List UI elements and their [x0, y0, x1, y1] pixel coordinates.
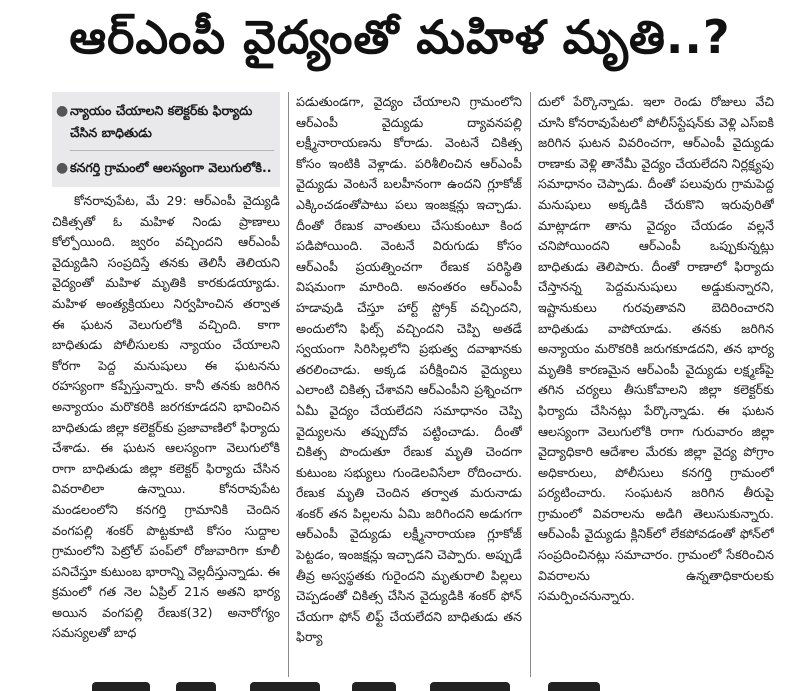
- highlight-item: [56, 100, 274, 144]
- article-text-column-1: కోనరావుపేట, మే 29: ఆర్‌ఎంపీ వైద్యుడి చికిత్సతో ఓ మహిళ నిండు ప్రాణాలు కోల్పోయింది. జ్వరం వచ్చిందని ఆర్‌ఎంపీ వైద్యుడిని సంప్రదిస్తే తనకు తెలిసీ తెలియని వైద్యంతో మహిళ మృతికి కారకుడయ్యాడు. మహిళ అంత్యక్రియలు నిర్వహించిన తర్వాత ఈ ఘటన వెలుగులోకి వచ్చింది. కాగా బాధితుడు పోలీసులకు న్యాయం చేయాలని కోరగా పెద్ద మనుషులు ఈ ఘటనను రహస్యంగా కప్పేస్తున్నారు. కానీ తనకు జరిగిన అన్యాయం మరొకరికి జరగకూడదని భావించిన బాధితుడు జిల్లా కలెక్టర్‌కు ప్రజావాణిలో ఫిర్యాదు చేశాడు. ఈ ఘటన ఆలస్యంగా వెలుగులోకి రాగా బాధితుడు జిల్లా కలెక్టర్ ఫిర్యాదు చేసిన వివరాలిలా ఉన్నాయి. కోనరావుపేట మండలంలోని కనగర్తి గ్రామానికి చెందిన వంగపల్లి శంకర్ పొట్టకూటి కోసం సుద్దాల గ్రామంలోని పెట్రోల్ పంప్‌లో రోజువారిగా కూలీ పనిచేస్తూ కుటుంబ భారాన్ని వెల్లదీస్తున్నాడు. ఈ క్రమంలో గత నెల ఏప్రిల్ 21న అతని భార్య అయిన వంగపల్లి రేణుక(32) అనారోగ్యం సమస్యలతో బాధ: [52, 193, 280, 641]
- column-3: [538, 92, 774, 677]
- article-text-column-3: దులో పేర్కొన్నాడు. ఇలా రెండు రోజులు వేచి చూసి కోనరావుపేటలో పోలీస్‌స్టేషన్‌కు వెళ్లి ఎస్ఐకి జరిగిన ఘటన వివరించగా, ఆర్‌ఎంపీ వైద్యుడు రాణాకు వెళ్లి తానేమీ వైద్యం చేయలేదని నిర్లక్ష్యపు సమాధానం చెప్పాడు. దీంతో పలువురు గ్రామపెద్ద మనుషులు అక్కడికి చేరుకొని ఇరువురితో మాట్లాడగా తాను వైద్యం చేయడం వల్లనే చనిపోయిందని ఆర్‌ఎంపీ ఒప్పుకున్నట్లు బాధితుడు తెలిపారు. దీంతో రాణాలో ఫిర్యాదు చేస్తానన్న పెద్దమనుషులు అడ్డుకున్నారని, ఇష్టానుకులు గురవుతావని బెదిరించారని బాధితుడు వాపోయాడు. తనకు జరిగిన అన్యాయం మరొకరికి జరుగకూడదని, తన భార్య మృతికి కారణమైన ఆర్‌ఎంపీ వైద్యుడు లక్ష్మణ్‌పై తగిన చర్యలు తీసుకోవాలని జిల్లా కలెక్టర్‌కు ఫిర్యాదు చేసినట్లు పేర్కొన్నాడు. ఈ ఘటన ఆలస్యంగా వెలుగులోకి రాగా గురువారం జిల్లా వైద్యాధికారి ఆదేశాల మేరకు జిల్లా వైద్య పోగ్రాం అధికారులు, పోలీసులు కనగర్తి గ్రామంలో పర్యటించారు. సంఘటన జరిగిన తీరుపై గ్రామంలో వివరాలను అడిగి తెలుసుకున్నారు. ఆర్‌ఎంపీ వైద్యుడు క్లినిక్‌లో లేకపోవడంతో ఫోన్‌లో సంప్రదించినట్లు సమాచారం. గ్రామంలో సేకరించిన వివరాలను ఉన్నతాధికారులకు సమర్పించనున్నారు.: [538, 94, 774, 604]
- article-text-column-2: పడుతుండగా, వైద్యం చేయాలని గ్రామంలోని ఆర్‌ఎంపీ వైద్యుడు ద్యావనపల్లి లక్ష్మీనారాయణను కోరాడు. వెంటనే చికిత్స కోసం ఇంటికి వెళ్లాడు. పరిశీలించిన ఆర్‌ఎంపీ వైద్యుడు వెంటనే బలహీనంగా ఉందని గ్లూకోజ్ ఎక్కించడంతోపాటు పలు ఇంజక్షన్లు ఇచ్చాడు. దీంతో రేణుక వాంతులు చేసుకుంటూ కింద పడిపోయింది. వెంటనే విరుగుడు కోసం ఆర్‌ఎంపీ ప్రయత్నించగా రేణుక పరిస్థితి విషమంగా మారింది. అనంతరం ఆర్‌ఎంపీ హడావుడి చేస్తూ హార్ట్ స్ట్రోక్ వచ్చిందని, అందులోని ఫిట్స్ వచ్చిందని చెప్పి అతడే స్వయంగా సిరిసిల్లలోని ప్రభుత్వ దవాఖానకు తరలించాడు. అక్కడ పరీక్షించిన వైద్యులు ఎలాంటి చికిత్స చేశావని ఆర్‌ఎంపీని ప్రశ్నించగా ఏమీ వైద్యం చేయలేదని సమాధానం చెప్పి వైద్యులను తప్పుదోవ పట్టించాడు. దీంతో చికిత్స పొందుతూ రేణుక మృతి చెందగా కుటుంబ సభ్యులు గుండెలవిసేలా రోదించారు. రేణుక మృతి చెందిన తర్వాత మరునాడు శంకర్ తన పిల్లలను ఏమి జరిగిందని అడుగగా ఆర్‌ఎంపీ వైద్యుడు లక్ష్మీనారాయణ గ్లూకోజ్ పెట్టడం, ఇంజక్షన్లు ఇచ్చాడని చెప్పారు. అప్పుడే తీవ్ర అస్వస్థతకు గురైందని మృతురాలి పిల్లలు చెప్పడంతో చికిత్స చేసిన వైద్యుడికి శంకర్ ఫోన్ చేయగా ఫోన్ లిఫ్ట్ చేయలేదని బాధితుడు తన ఫిర్యా: [296, 94, 522, 645]
- highlights-box: [52, 92, 280, 187]
- column-divider: [288, 92, 289, 677]
- highlight-divider: [70, 150, 274, 151]
- headline: ఆర్‌ఎంపీ వైద్యంతో మహిళ మృతి..?: [69, 10, 731, 64]
- next-headline-cutoff: [0, 680, 800, 691]
- highlight-text: కనగర్తి గ్రామంలో ఆలస్యంగా వెలుగులోకి..: [70, 160, 272, 175]
- highlight-item: [56, 157, 274, 179]
- column-2: [296, 92, 522, 677]
- bullet-icon: ●: [56, 160, 69, 176]
- highlight-text: న్యాయం చేయాలని కలెక్టర్‌కు ఫిర్యాదు చేసిన బాధితుడు: [70, 103, 253, 140]
- bullet-icon: ●: [56, 103, 69, 119]
- column-divider: [530, 92, 531, 677]
- column-1: [52, 92, 280, 677]
